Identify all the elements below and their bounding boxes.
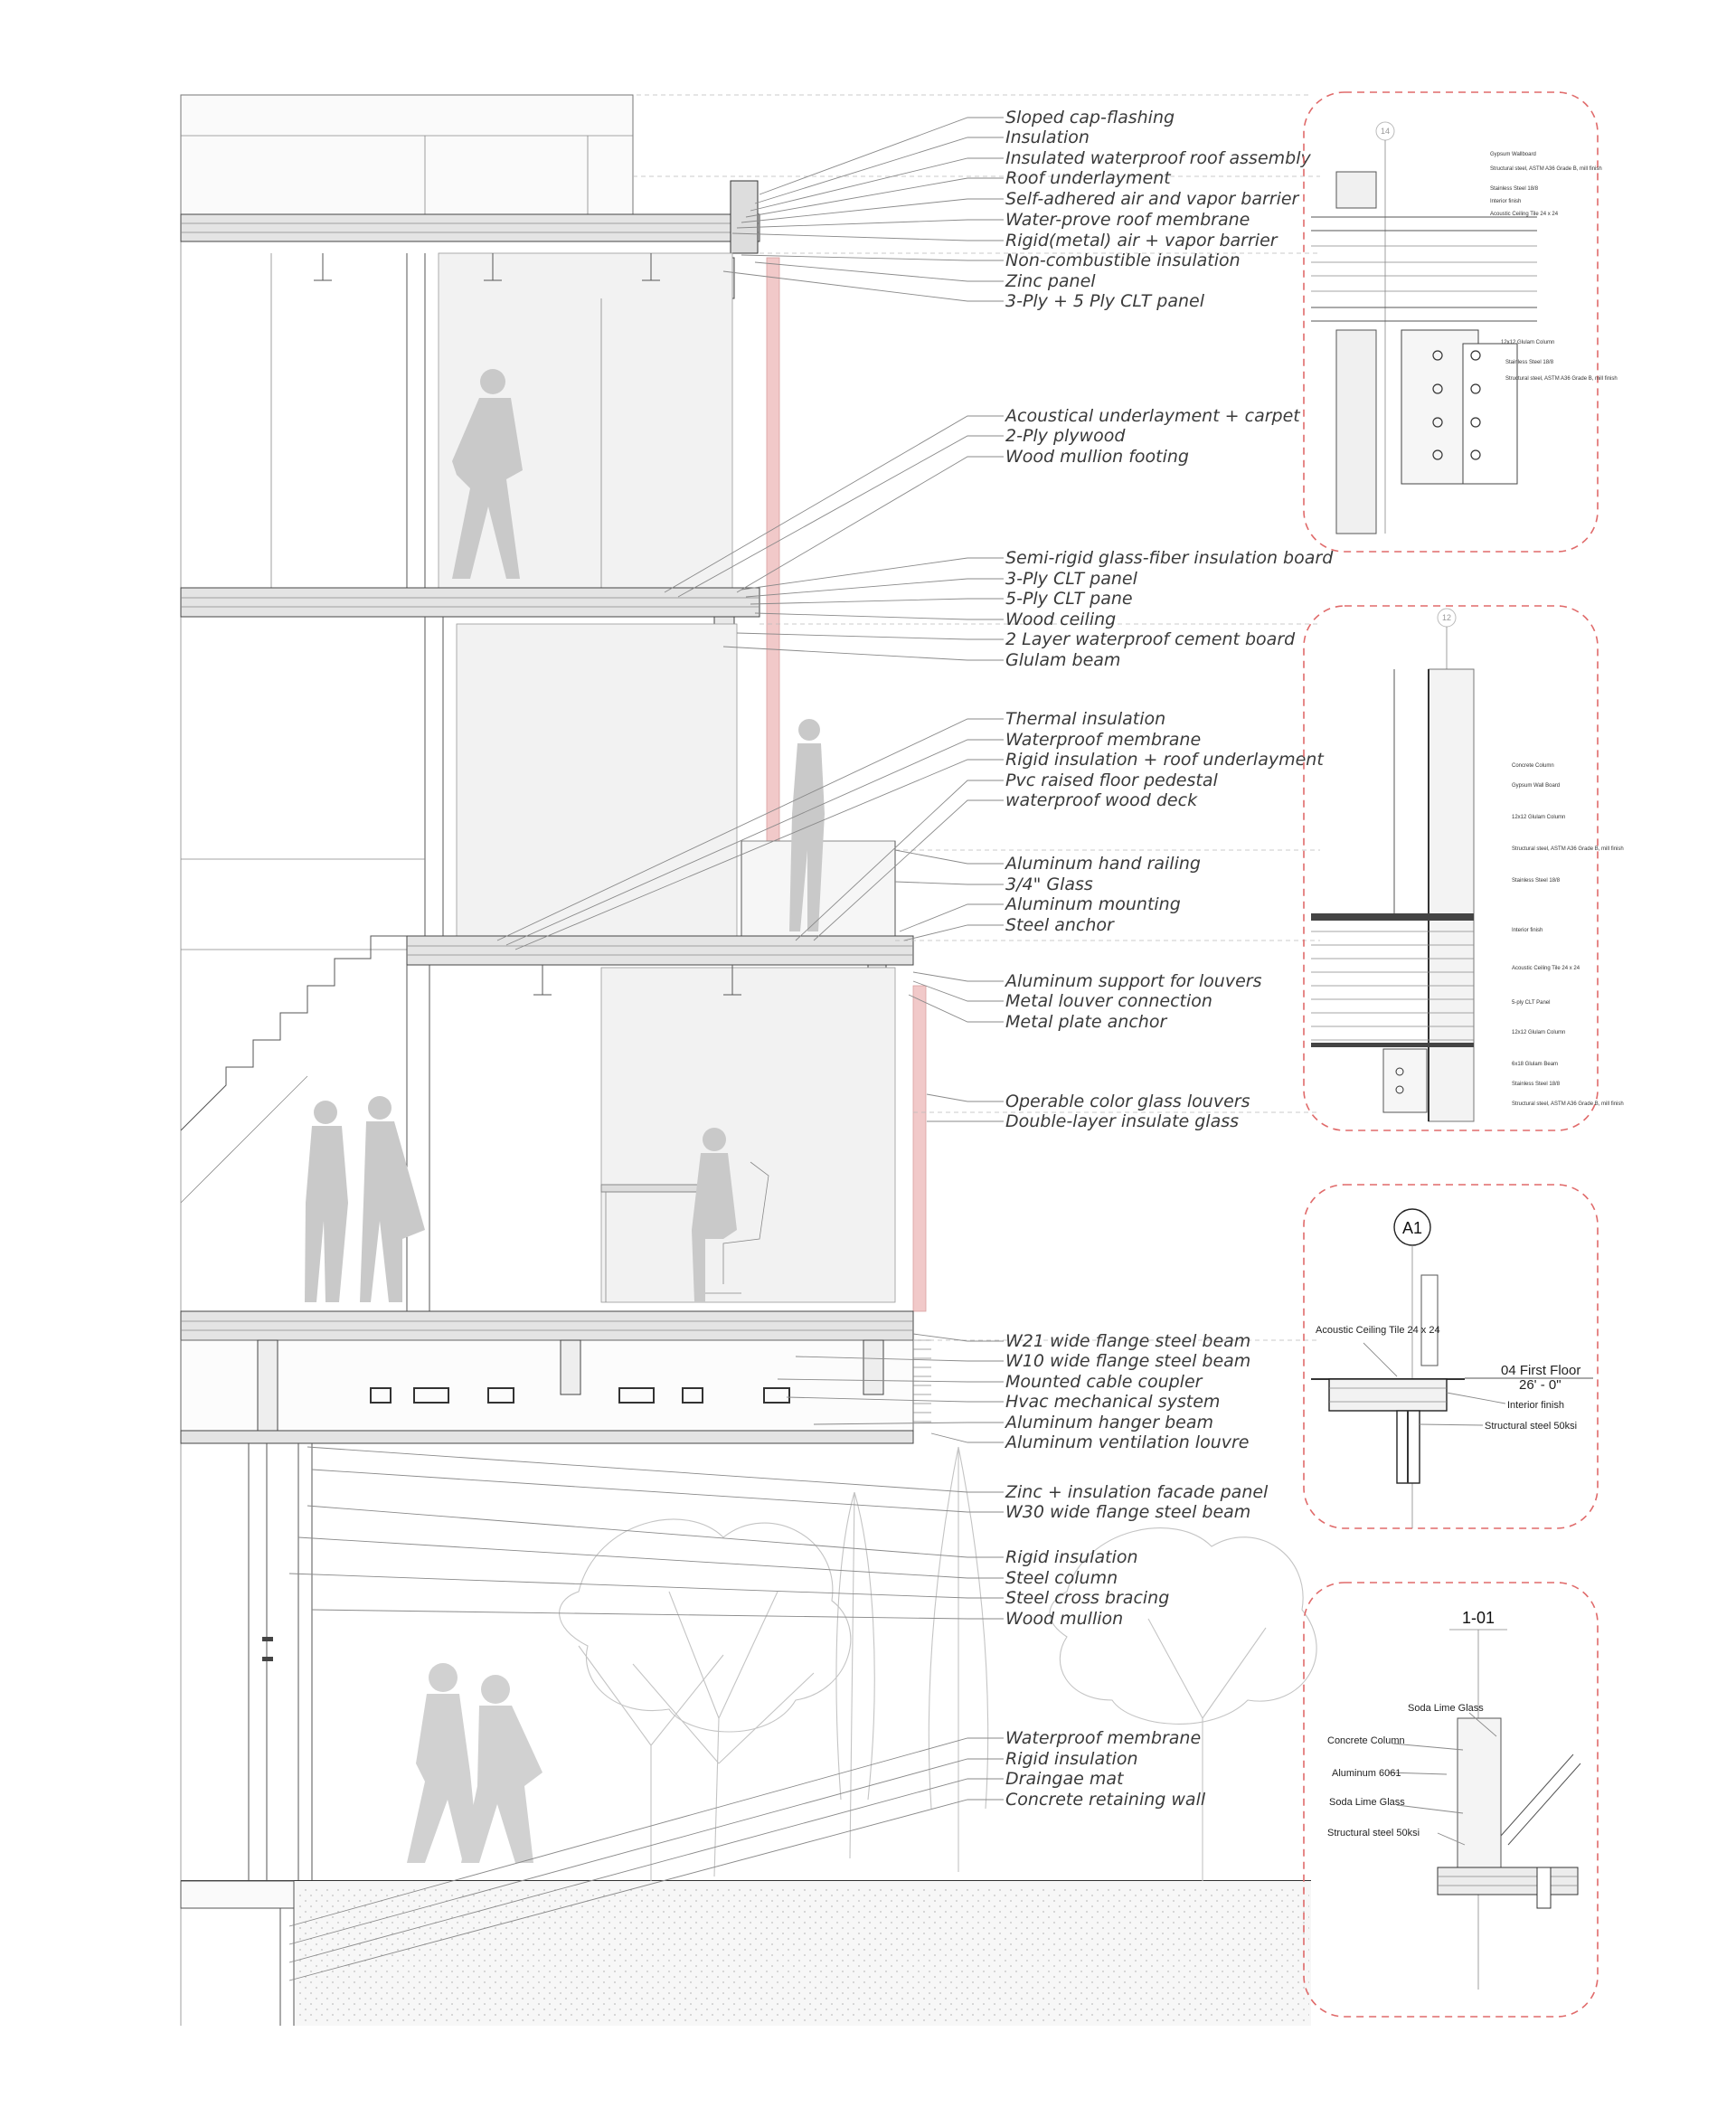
label-insulation: Insulation (1005, 128, 1090, 147)
detail-4-label: Aluminum 6061 (1332, 1768, 1401, 1779)
detail-2-label: Structural steel, ASTM A36 Grade B, mill finish (1512, 846, 1624, 852)
label-louver-support: Aluminum support for louvers (1005, 971, 1262, 991)
detail-2-label: Interior finish (1512, 928, 1543, 933)
label-semi-rigid-insulation: Semi-rigid glass-fiber insulation board (1005, 548, 1334, 568)
detail-3-label: Acoustic Ceiling Tile 24 x 24 (1316, 1325, 1440, 1336)
soil-pattern (298, 1886, 1309, 2021)
label-self-adhered-barrier: Self-adhered air and vapor barrier (1005, 189, 1299, 209)
detail-3-bubble: A1 (1401, 1219, 1423, 1237)
detail-4-label: Soda Lime Glass (1329, 1797, 1405, 1808)
label-w30-beam: W30 wide flange steel beam (1005, 1502, 1251, 1522)
detail-1-label: Interior finish (1490, 199, 1522, 204)
label-sloped-cap-flashing: Sloped cap-flashing (1005, 108, 1175, 128)
label-waterproof-membrane: Waterproof membrane (1005, 730, 1202, 750)
detail-1-label: Stainless Steel 18/8 (1505, 360, 1554, 365)
label-rigid-insulation: Rigid insulation (1005, 1547, 1138, 1567)
detail-1-label: Gypsum Wallboard (1490, 152, 1536, 157)
detail-2-label: Acoustic Ceiling Tile 24 x 24 (1512, 966, 1580, 971)
label-glulam-beam: Glulam beam (1005, 650, 1121, 670)
level-name: 04 First Floor (1501, 1363, 1581, 1378)
label-thermal-insulation: Thermal insulation (1005, 709, 1166, 729)
label-waterproof-membrane-2: Waterproof membrane (1005, 1728, 1202, 1748)
detail-2-label: 12x12 Glulam Column (1512, 1030, 1566, 1035)
detail-3-label: Structural steel 50ksi (1485, 1421, 1578, 1432)
detail-1 (1304, 92, 1618, 552)
label-acoustical-underlayment: Acoustical underlayment + carpet (1005, 406, 1300, 426)
detail-4-label: Concrete Column (1327, 1735, 1405, 1746)
label-w10-beam: W10 wide flange steel beam (1005, 1351, 1251, 1371)
detail-1-label: 12x12 Glulam Column (1501, 340, 1555, 345)
detail-4 (1304, 1583, 1598, 2017)
label-rigid-barrier: Rigid(metal) air + vapor barrier (1005, 231, 1278, 251)
detail-2-label: Concrete Column (1512, 763, 1554, 769)
label-hand-railing: Aluminum hand railing (1005, 854, 1201, 874)
detail-2-label: Gypsum Wall Board (1512, 783, 1561, 789)
label-steel-anchor: Steel anchor (1005, 915, 1114, 935)
detail-2-label: Stainless Steel 18/8 (1512, 878, 1561, 884)
label-plywood: 2-Ply plywood (1005, 426, 1126, 446)
label-retaining-wall: Concrete retaining wall (1005, 1790, 1206, 1810)
label-aluminum-mounting: Aluminum mounting (1005, 894, 1181, 914)
label-clt-panel: 3-Ply + 5 Ply CLT panel (1005, 291, 1204, 311)
label-rigid-insulation-2: Rigid insulation (1005, 1749, 1138, 1769)
label-cement-board: 2 Layer waterproof cement board (1005, 629, 1296, 649)
detail-2-bubble: 12 (1441, 613, 1452, 622)
detail-1-label: Structural steel, ASTM A36 Grade B, mill finish (1490, 166, 1602, 172)
label-pvc-pedestal: Pvc raised floor pedestal (1005, 770, 1218, 790)
label-cable-coupler: Mounted cable coupler (1005, 1372, 1203, 1392)
label-5ply-clt: 5-Ply CLT pane (1005, 589, 1133, 609)
detail-2-label: 6x18 Glulam Beam (1512, 1062, 1559, 1067)
label-steel-column: Steel column (1005, 1568, 1118, 1588)
label-hvac: Hvac mechanical system (1005, 1392, 1221, 1412)
label-w21-beam: W21 wide flange steel beam (1005, 1331, 1251, 1351)
label-roof-membrane: Water-prove roof membrane (1005, 210, 1250, 230)
label-louver-connection: Metal louver connection (1005, 991, 1212, 1011)
label-glass-louvers: Operable color glass louvers (1005, 1092, 1250, 1111)
people-figures (407, 1663, 542, 1863)
label-insulate-glass: Double-layer insulate glass (1005, 1111, 1240, 1131)
label-wood-ceiling: Wood ceiling (1005, 610, 1117, 629)
detail-2-label: 12x12 Glulam Column (1512, 815, 1566, 820)
detail-4-label: Structural steel 50ksi (1327, 1828, 1420, 1839)
detail-1-label: Structural steel, ASTM A36 Grade B, mill finish (1505, 376, 1618, 382)
section-labels (1004, 108, 1334, 1810)
detail-2-label: Stainless Steel 18/8 (1512, 1082, 1561, 1087)
label-3ply-clt: 3-Ply CLT panel (1005, 569, 1137, 589)
label-hanger-beam: Aluminum hanger beam (1005, 1413, 1213, 1432)
detail-3 (1304, 1185, 1598, 1528)
detail-2-label: Structural steel, ASTM A36 Grade B, mill finish (1512, 1101, 1624, 1107)
label-plate-anchor: Metal plate anchor (1005, 1012, 1167, 1032)
detail-1-label: Stainless Steel 18/8 (1490, 186, 1539, 192)
label-wood-mullion: Wood mullion (1005, 1609, 1124, 1629)
label-zinc-panel: Zinc panel (1005, 271, 1096, 291)
label-ventilation-louvre: Aluminum ventilation louvre (1005, 1432, 1250, 1452)
label-wood-mullion-footing: Wood mullion footing (1005, 447, 1189, 467)
label-zinc-facade: Zinc + insulation facade panel (1005, 1482, 1269, 1502)
label-wood-deck: waterproof wood deck (1005, 790, 1198, 810)
label-rigid-roof-underlayment: Rigid insulation + roof underlayment (1005, 750, 1324, 770)
detail-1-bubble: 14 (1380, 127, 1391, 136)
label-insulated-roof-assembly: Insulated waterproof roof assembly (1005, 148, 1311, 168)
label-drainage-mat: Draingae mat (1005, 1769, 1124, 1789)
detail-4-bubble: 1-01 (1461, 1609, 1495, 1627)
label-cross-bracing: Steel cross bracing (1005, 1588, 1170, 1608)
label-roof-underlayment: Roof underlayment (1005, 168, 1171, 188)
detail-1-label: Acoustic Ceiling Tile 24 x 24 (1490, 212, 1559, 217)
detail-4-label: Soda Lime Glass (1408, 1703, 1484, 1714)
detail-2 (1304, 606, 1624, 1130)
label-glass: 3/4" Glass (1005, 874, 1093, 894)
detail-3-label: Interior finish (1507, 1400, 1564, 1411)
label-non-combustible-insulation: Non-combustible insulation (1005, 251, 1241, 270)
level-elevation: 26' - 0" (1519, 1377, 1561, 1393)
detail-2-label: 5-ply CLT Panel (1512, 1000, 1551, 1006)
